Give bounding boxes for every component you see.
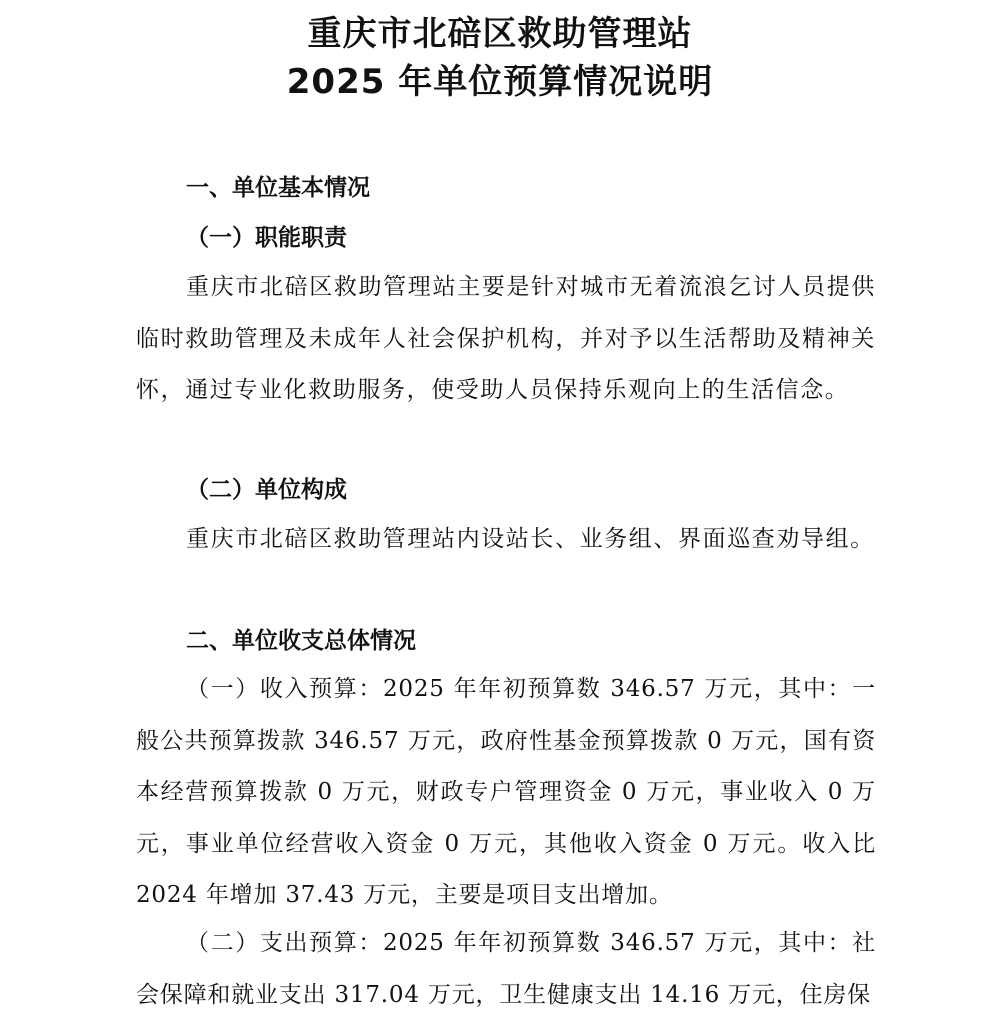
section1-sub2-heading: （二）单位构成: [186, 476, 347, 503]
section2-income-paragraph: （一）收入预算：2025 年年初预算数 346.57 万元，其中：一般公共预算拨款 346.57 万元，政府性基金预算拨款 0 万元，国有资本经营预算拨款 0 万元，财政专户管理资金 0 万元，事业收入 0 万元，事业单位经营收入资金 0 万元，其他收入资金 0 万元。收入比 2024 年增加 37.43 万元，主要是项目支出增加。: [136, 676, 876, 908]
section1-sub2-paragraph: 重庆市北碚区救助管理站内设站长、业务组、界面巡查劝导组。: [186, 526, 875, 552]
document-title-line2: 2025 年单位预算情况说明: [286, 62, 714, 102]
section2-heading: 二、单位收支总体情况: [186, 628, 416, 654]
section1-heading: 一、单位基本情况: [186, 175, 370, 201]
section1-sub1-paragraph: 重庆市北碚区救助管理站主要是针对城市无着流浪乞讨人员提供临时救助管理及未成年人社会保护机构，并对予以生活帮助及精神关怀，通过专业化救助服务，使受助人员保持乐观向上的生活信念。: [136, 274, 876, 403]
document-title-line1: 重庆市北碚区救助管理站: [307, 14, 693, 54]
section1-sub1-heading: （一）职能职责: [186, 224, 347, 251]
section2-expense-paragraph: （二）支出预算：2025 年年初预算数 346.57 万元，其中：社会保障和就业支出 317.04 万元，卫生健康支出 14.16 万元，住房保: [136, 930, 876, 1008]
